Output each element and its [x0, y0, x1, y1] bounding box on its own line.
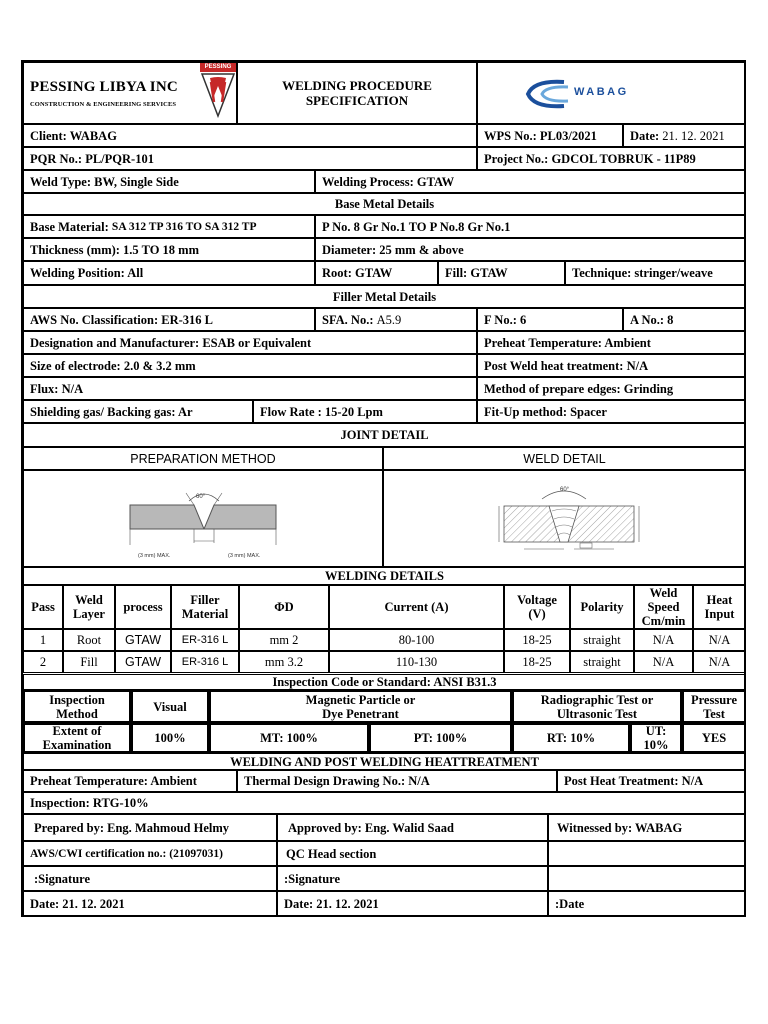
document-title-line2: SPECIFICATION	[305, 93, 409, 108]
mt-pt-label: Magnetic Particle or Dye Penetrant	[209, 690, 512, 723]
welding-details-cell: N/A	[634, 629, 693, 651]
technique-field: Technique: stringer/weave	[565, 261, 746, 285]
sfa-value: A5.9	[376, 312, 402, 327]
welding-details-cell: Fill	[63, 651, 115, 673]
date-value: 21. 12. 2021	[662, 128, 725, 143]
welding-process-field: Welding Process: GTAW	[315, 170, 746, 193]
rt-ut-label: Radiographic Test or Ultrasonic Test	[512, 690, 682, 723]
preheat-temperature-field: Preheat Temperature: Ambient	[477, 331, 746, 354]
date-label: Date:	[630, 128, 660, 143]
weld-type-field: Weld Type: BW, Single Side	[23, 170, 315, 193]
welding-details-header-cell: Current (A)	[329, 585, 504, 629]
date-field-prepared: Date: 21. 12. 2021	[23, 891, 277, 917]
thermal-drawing-field: Thermal Design Drawing No.: N/A	[237, 770, 557, 792]
p-number-field: P No. 8 Gr No.1 TO P No.8 Gr No.1	[315, 215, 746, 238]
signature-field-approved: :Signature	[277, 866, 548, 891]
welding-details-header-cell: ΦD	[239, 585, 329, 629]
document-title	[237, 62, 477, 124]
sfa-number-field	[315, 308, 477, 331]
wps-number-field: WPS No.: PL03/2021	[477, 124, 623, 147]
pessing-logo	[200, 62, 236, 121]
welding-details-cell: N/A	[634, 651, 693, 673]
f-number-field: F No.: 6	[477, 308, 623, 331]
signature-field-prepared: :Signature	[23, 866, 277, 891]
welding-details-header-cell: Weld Speed Cm/min	[634, 585, 693, 629]
welding-details-cell: straight	[570, 651, 634, 673]
diameter-field: Diameter: 25 mm & above	[315, 238, 746, 261]
welding-details-cell: N/A	[693, 629, 746, 651]
signature-field-witness-empty	[548, 866, 746, 891]
witnessed-by-field: Witnessed by: WABAG	[548, 814, 746, 841]
bevel-preparation-diagram	[24, 471, 382, 566]
date-field-witness: :Date	[548, 891, 746, 917]
welding-details-cell: 2	[23, 651, 63, 673]
welding-details-cell: 18-25	[504, 651, 570, 673]
wabag-swoosh-icon	[524, 79, 570, 109]
welding-details-cell: straight	[570, 629, 634, 651]
wabag-logo-text: WABAG	[574, 86, 629, 98]
joint-detail-section-title: JOINT DETAIL	[23, 423, 746, 447]
prep-dimension-left: (3 mm) MAX.	[138, 553, 171, 559]
welding-details-cell: ER-316 L	[171, 629, 239, 651]
witness-cert-empty	[548, 841, 746, 866]
root-process-field: Root: GTAW	[315, 261, 438, 285]
welding-details-section-title: WELDING DETAILS	[23, 567, 746, 585]
pt-value: PT: 100%	[369, 723, 512, 753]
client-logo-cell	[477, 62, 746, 124]
weld-detail-title: WELD DETAIL	[383, 447, 746, 470]
inspection-rtg-field: Inspection: RTG-10%	[23, 792, 746, 814]
approved-by-field: Approved by: Eng. Walid Saad	[277, 814, 548, 841]
shielding-gas-field: Shielding gas/ Backing gas: Ar	[23, 400, 253, 423]
heat-preheat-field: Preheat Temperature: Ambient	[23, 770, 237, 792]
welding-details-cell: GTAW	[115, 651, 171, 673]
date-field	[623, 124, 746, 147]
welding-details-header-cell: Polarity	[570, 585, 634, 629]
pessing-logo-text: PESSING	[200, 63, 236, 72]
preparation-method-title: PREPARATION METHOD	[23, 447, 383, 470]
heat-treatment-section-title: WELDING AND POST WELDING HEATTREATMENT	[23, 753, 746, 770]
fill-process-field: Fill: GTAW	[438, 261, 565, 285]
filler-metal-section-title: Filler Metal Details	[23, 285, 746, 308]
wps-document	[21, 60, 746, 917]
prep-dimension-right: (3 mm) MAX.	[228, 553, 261, 559]
pressure-test-value: YES	[682, 723, 746, 753]
welding-details-header-cell: Filler Material	[171, 585, 239, 629]
client-field: Client: WABAG	[23, 124, 477, 147]
welding-details-cell: mm 2	[239, 629, 329, 651]
base-metal-section-title: Base Metal Details	[23, 193, 746, 215]
mt-value: MT: 100%	[209, 723, 369, 753]
post-heat-treatment-field: Post Heat Treatment: N/A	[557, 770, 746, 792]
edge-prep-field: Method of prepare edges: Grinding	[477, 377, 746, 400]
welding-details-cell: N/A	[693, 651, 746, 673]
visual-value: 100%	[131, 723, 209, 753]
flux-field: Flux: N/A	[23, 377, 477, 400]
welding-details-cell: Root	[63, 629, 115, 651]
flow-rate-field: Flow Rate : 15-20 Lpm	[253, 400, 477, 423]
welding-details-header-cell: Pass	[23, 585, 63, 629]
pqr-number-field: PQR No.: PL/PQR-101	[23, 147, 477, 170]
designation-field: Designation and Manufacturer: ESAB or Equivalent	[23, 331, 477, 354]
document-title-line1: WELDING PROCEDURE	[282, 78, 432, 93]
thickness-field: Thickness (mm): 1.5 TO 18 mm	[23, 238, 315, 261]
aws-classification-field: AWS No. Classification: ER-316 L	[23, 308, 315, 331]
prepared-by-field: Prepared by: Eng. Mahmoud Helmy	[23, 814, 277, 841]
welding-details-cell: 110-130	[329, 651, 504, 673]
welding-details-cell: GTAW	[115, 629, 171, 651]
date-field-approved: Date: 21. 12. 2021	[277, 891, 548, 917]
company-tagline: CONSTRUCTION & ENGINEERING SERVICES	[30, 101, 177, 108]
rt-value: RT: 10%	[512, 723, 630, 753]
electrode-size-field: Size of electrode: 2.0 & 3.2 mm	[23, 354, 477, 377]
welding-details-cell: mm 3.2	[239, 651, 329, 673]
base-material-value: SA 312 TP 316 TO SA 312 TP	[111, 220, 257, 233]
welding-details-cell: ER-316 L	[171, 651, 239, 673]
welding-position-field: Welding Position: All	[23, 261, 315, 285]
welding-details-cell: 18-25	[504, 629, 570, 651]
welding-details-header-cell: Voltage (V)	[504, 585, 570, 629]
weld-angle-label: 60°	[560, 487, 570, 493]
extent-of-examination-label: Extent of Examination	[23, 723, 131, 753]
welding-details-cell: 80-100	[329, 629, 504, 651]
weld-detail-drawing	[383, 470, 746, 567]
base-material-label: Base Material:	[30, 219, 109, 234]
inspection-method-label: Inspection Method	[23, 690, 131, 723]
base-material-field	[23, 215, 315, 238]
welding-details-header-cell: Heat Input	[693, 585, 746, 629]
preparation-method-drawing	[23, 470, 383, 567]
a-number-field: A No.: 8	[623, 308, 746, 331]
qc-head-field: QC Head section	[277, 841, 548, 866]
fitup-method-field: Fit-Up method: Spacer	[477, 400, 746, 423]
company-header	[23, 62, 237, 124]
company-name: PESSING LIBYA INC	[30, 79, 178, 95]
visual-label: Visual	[131, 690, 209, 723]
welding-details-header-cell: Weld Layer	[63, 585, 115, 629]
project-number-field: Project No.: GDCOL TOBRUK - 11P89	[477, 147, 746, 170]
pessing-shield-icon	[200, 72, 236, 120]
sfa-label: SFA. No.:	[322, 312, 374, 327]
aws-cwi-certification-field: AWS/CWI certification no.: (21097031)	[23, 841, 277, 866]
inspection-code-field: Inspection Code or Standard: ANSI B31.3	[23, 674, 746, 690]
welding-details-cell: 1	[23, 629, 63, 651]
pwht-field: Post Weld heat treatment: N/A	[477, 354, 746, 377]
ut-value: UT: 10%	[630, 723, 682, 753]
prep-angle-label: 60°	[196, 494, 206, 500]
pressure-test-label: Pressure Test	[682, 690, 746, 723]
welding-details-header-cell: process	[115, 585, 171, 629]
